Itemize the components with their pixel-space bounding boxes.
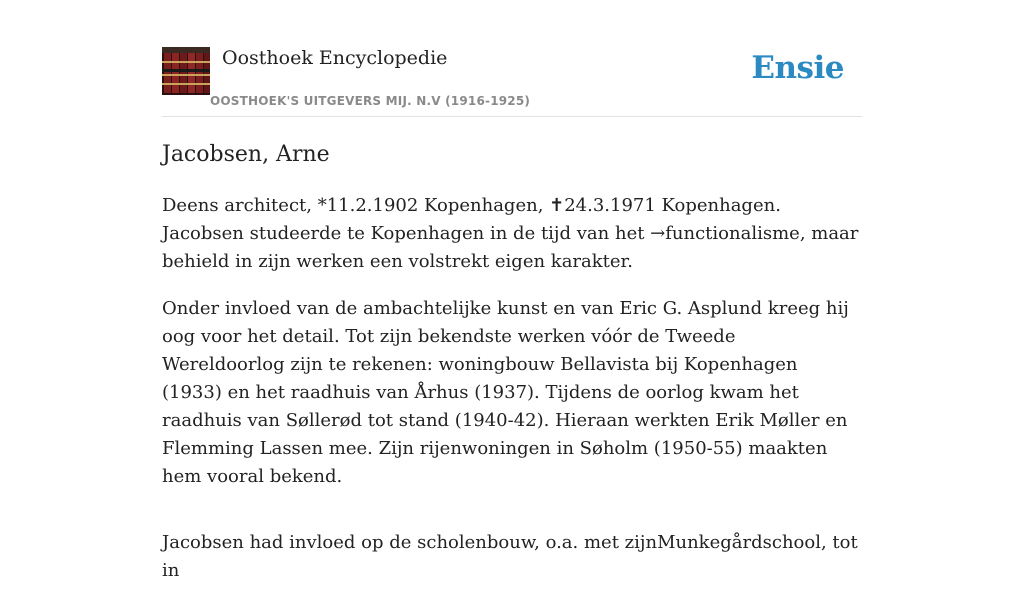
paragraph-1: [162, 192, 862, 276]
source-header: [162, 46, 862, 117]
crossref-link-functionalisme[interactable]: →functionalisme: [650, 223, 800, 244]
source-title[interactable]: Oosthoek Encyclopedie: [222, 47, 448, 69]
article-headword: Jacobsen, Arne: [162, 142, 330, 167]
paragraph-1-text-before: Deens architect, *11.2.1902 Kopenhagen, ✝24.3.1971 Kopenhagen. Jacobsen studeerde te Kopenhagen in de tijd van het: [162, 195, 781, 244]
source-subtitle: OOSTHOEK'S UITGEVERS MIJ. N.V (1916-1925): [210, 94, 531, 108]
paragraph-1-text-after: , maar behield in zijn werken een volstrekt eigen karakter.: [162, 223, 859, 272]
paragraph-3: Jacobsen had invloed op de scholenbouw, o.a. met zijnMunkegårdschool, tot in: [162, 532, 858, 581]
source-avatar[interactable]: [162, 47, 210, 95]
article-body: [162, 192, 862, 604]
book-spines-icon: [162, 47, 210, 95]
paragraph-2: Onder invloed van de ambachtelijke kunst en van Eric G. Asplund kreeg hij oog voor het detail. Tot zijn bekendste werken vóór de Tweede Wereldoorlog zijn te rekenen: woningbouw Bellavista bij Kopenhagen (1933) en het raadhuis van Århus (1937). Tijdens de oorlog kwam het raadhuis van Søllerød tot stand (1940-42). Hieraan werkten Erik Møller en Flemming Lassen mee. Zijn rijenwoningen in Søholm (1950-55) maakten hem vooral bekend.: [162, 298, 849, 487]
ensie-logo[interactable]: Ensie: [751, 50, 844, 86]
